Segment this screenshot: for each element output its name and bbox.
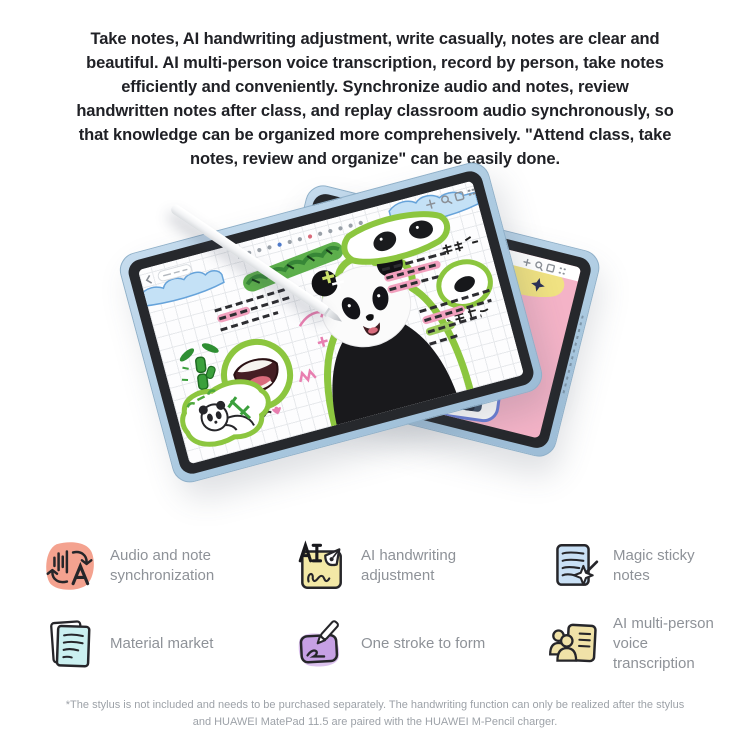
panda-sketch-sticker (176, 375, 276, 451)
magic-sticky-note-icon (545, 540, 601, 592)
feature-grid (42, 540, 720, 670)
ai-pen-icon (293, 540, 349, 592)
hero-illustration (0, 158, 750, 536)
feature-item-voice-transcription (545, 615, 720, 672)
feature-label: AI handwriting adjustment (361, 547, 457, 584)
disclaimer-text: *The stylus is not included and needs to be purchased separately. The handwriting function can only be realized after the stylus and HUAWEI MatePad 11.5 are paired with the HUAWEI M-Pencil charger. (65, 699, 685, 728)
voice-transcription-people-icon (545, 618, 601, 670)
feature-item-ai-handwriting (293, 540, 545, 592)
feature-item-one-stroke (293, 618, 545, 670)
feature-item-material-market (42, 618, 293, 670)
eyes-label-doodle (442, 235, 480, 255)
feature-label: Material market (110, 635, 214, 653)
feature-label: Magic sticky notes (613, 547, 695, 584)
one-stroke-tablet-icon (293, 618, 349, 670)
feature-item-audio-note-sync (42, 540, 293, 592)
intro-paragraph: Take notes, AI handwriting adjustment, write casually, notes are clear and beautiful. AI multi-person voice transcription, record by person, take notes efficiently and conveniently. Synchronize audio and notes, review handwritten notes after class, and replay classroom audio synchronously, so that knowledge can be organized more comprehensively. "Attend class, take notes, review and organize" can be easily done. (76, 30, 674, 168)
panda-photo (294, 239, 470, 426)
material-documents-icon (42, 618, 98, 670)
eyes-zoom-blob (340, 205, 452, 270)
feature-item-magic-sticky-notes (545, 540, 720, 592)
feature-label: Audio and note synchronization (110, 547, 215, 584)
audio-note-sync-icon (42, 540, 98, 592)
handwriting-lines-left (215, 288, 295, 330)
feature-label: AI multi-person voice transcription (613, 615, 714, 672)
feature-label: One stroke to form (361, 635, 486, 653)
